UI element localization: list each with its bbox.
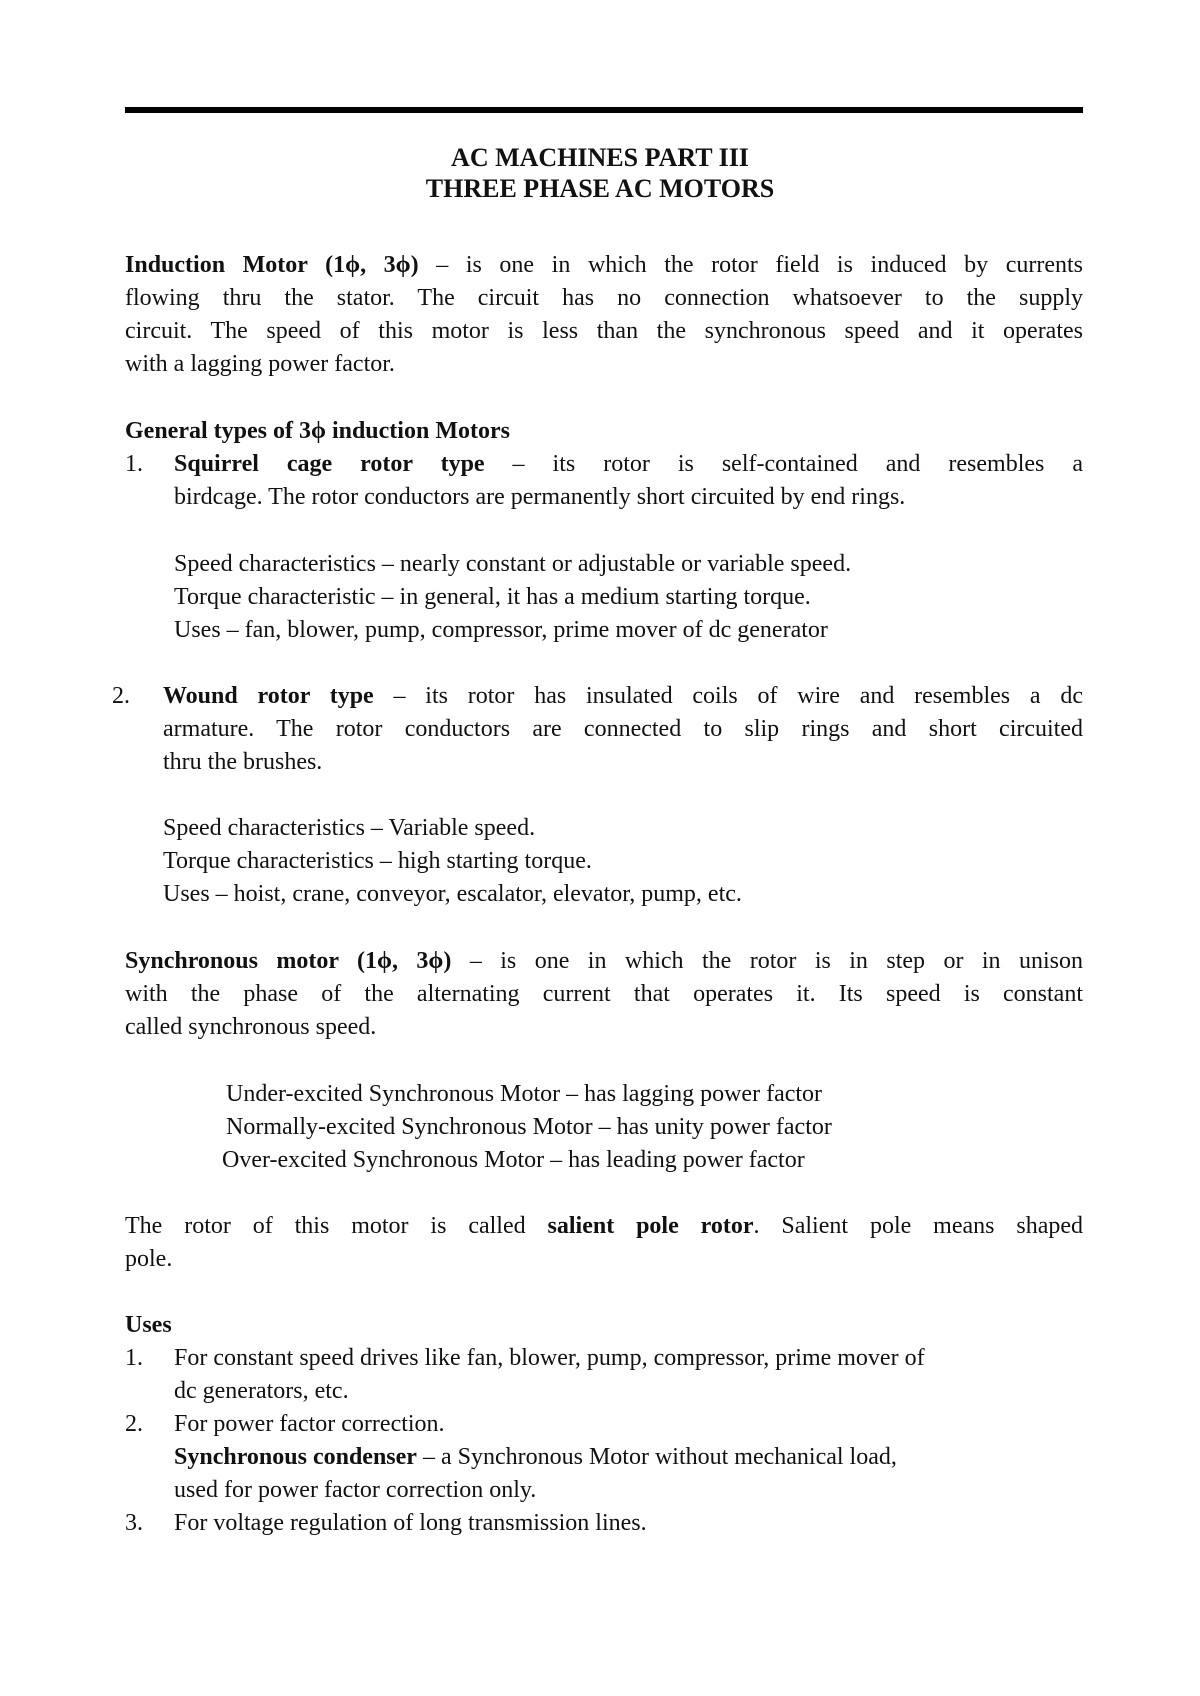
- synchronous-line-3: called synchronous speed.: [125, 1014, 377, 1040]
- normally-excited-line: Normally-excited Synchronous Motor – has unity power factor: [226, 1114, 832, 1140]
- salient-pole-term: salient pole rotor: [547, 1213, 754, 1239]
- condenser-line-1: [174, 1442, 897, 1472]
- synchronous-term: Synchronous motor (1ϕ, 3ϕ): [125, 948, 452, 974]
- uses-item3-number: 3.: [125, 1510, 143, 1536]
- item2-line-3: thru the brushes.: [163, 749, 323, 775]
- induction-line-3: circuit. The speed of this motor is less than the synchronous speed and it operates: [125, 318, 1083, 344]
- rotor-line-2: pole.: [125, 1246, 173, 1272]
- wound-rotor-term: Wound rotor type: [163, 683, 374, 709]
- induction-line-1-rest: – is one in which the rotor field is induced by currents: [418, 252, 1084, 278]
- item1-torque: Torque characteristic – in general, it has a medium starting torque.: [174, 584, 811, 610]
- synchronous-condenser-term: Synchronous condenser: [174, 1444, 417, 1470]
- induction-line-1: [125, 250, 1083, 280]
- item2-line-1: [163, 681, 1083, 711]
- item1-speed: Speed characteristics – nearly constant or adjustable or variable speed.: [174, 551, 852, 577]
- item2-line-2: armature. The rotor conductors are connected to slip rings and short circuited: [163, 716, 1083, 742]
- item1-line-2: birdcage. The rotor conductors are permanently short circuited by end rings.: [174, 484, 906, 510]
- rotor-line-1: [125, 1211, 1083, 1241]
- induction-line-4: with a lagging power factor.: [125, 351, 395, 377]
- induction-term: Induction Motor (1ϕ, 3ϕ): [125, 252, 419, 278]
- item2-line-1-rest: – its rotor has insulated coils of wire and resembles a dc: [373, 683, 1084, 709]
- item2-speed: Speed characteristics – Variable speed.: [163, 815, 536, 841]
- uses-item1-line-2: dc generators, etc.: [174, 1378, 349, 1404]
- item2-number: 2.: [112, 683, 130, 709]
- item1-line-1-rest: – its rotor is self-contained and resembles a: [484, 451, 1083, 477]
- condenser-line-2: used for power factor correction only.: [174, 1477, 537, 1503]
- condenser-rest: – a Synchronous Motor without mechanical load,: [416, 1444, 897, 1470]
- synchronous-line-1: [125, 946, 1083, 976]
- uses-heading: Uses: [125, 1312, 172, 1338]
- top-rule: [125, 107, 1083, 113]
- over-excited-line: Over-excited Synchronous Motor – has leading power factor: [222, 1147, 805, 1173]
- induction-line-2: flowing thru the stator. The circuit has no connection whatsoever to the supply: [125, 285, 1083, 311]
- squirrel-cage-term: Squirrel cage rotor type: [174, 451, 485, 477]
- item2-torque: Torque characteristics – high starting torque.: [163, 848, 592, 874]
- title-line-2: THREE PHASE AC MOTORS: [425, 174, 775, 203]
- under-excited-line: Under-excited Synchronous Motor – has lagging power factor: [226, 1081, 823, 1107]
- item1-line-1: [174, 449, 1083, 479]
- item2-uses: Uses – hoist, crane, conveyor, escalator, elevator, pump, etc.: [163, 881, 742, 907]
- uses-item3-line-1: For voltage regulation of long transmission lines.: [174, 1510, 647, 1536]
- title-line-1: AC MACHINES PART III: [451, 143, 749, 172]
- uses-item2-number: 2.: [125, 1411, 143, 1437]
- item1-uses: Uses – fan, blower, pump, compressor, prime mover of dc generator: [174, 617, 828, 643]
- synchronous-line-2: with the phase of the alternating current that operates it. Its speed is constant: [125, 981, 1083, 1007]
- item1-number: 1.: [125, 451, 143, 477]
- rotor-post: . Salient pole means shaped: [753, 1213, 1084, 1239]
- uses-item1-line-1: For constant speed drives like fan, blower, pump, compressor, prime mover of: [174, 1345, 925, 1371]
- general-types-heading: General types of 3ϕ induction Motors: [125, 418, 510, 444]
- uses-item1-number: 1.: [125, 1345, 143, 1371]
- rotor-pre: The rotor of this motor is called: [125, 1213, 548, 1239]
- uses-item2-line-1: For power factor correction.: [174, 1411, 445, 1437]
- synchronous-line-1-rest: – is one in which the rotor is in step or in unison: [451, 948, 1083, 974]
